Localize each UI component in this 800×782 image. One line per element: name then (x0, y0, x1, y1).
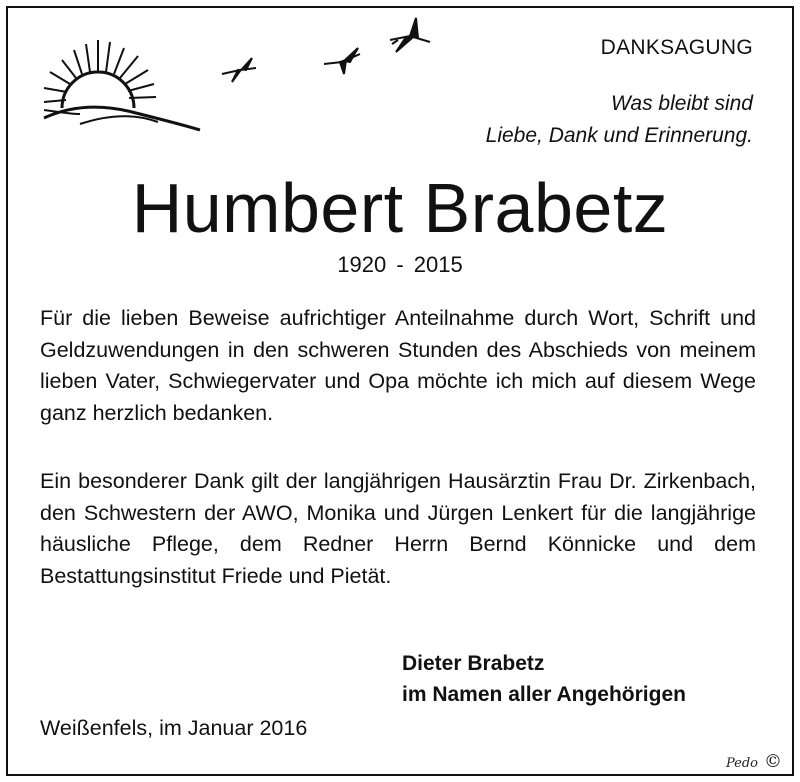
notice-heading: DANKSAGUNG (600, 36, 753, 59)
sunrise-over-hills-icon (44, 40, 200, 130)
motto-quote (486, 88, 753, 152)
thanks-paragraph-1: Für die lieben Beweise aufrichtiger Anteilnahme durch Wort, Schrift und Geldzuwendungen in den schweren Stunden des Abschieds von meinem lieben Vater, Schwiegervater und Opa möchte ich mich auf diesem Wege ganz herzlich bedanken. (40, 306, 756, 425)
place-and-date: Weißenfels, im Januar 2016 (40, 716, 308, 740)
deceased-name: Humbert Brabetz (131, 169, 669, 247)
sunrise-illustration (40, 14, 460, 134)
signer-note: im Namen aller Angehörigen (402, 683, 686, 706)
credit-signature: Pedo (725, 756, 758, 771)
designer-credit (726, 751, 782, 772)
flying-crane-icon (222, 18, 430, 82)
motto-line-2: Liebe, Dank und Erinnerung. (485, 124, 753, 147)
thanks-paragraph-2: Ein besonderer Dank gilt der langjährigen Hausärztin Frau Dr. Zirkenbach, den Schwestern der AWO, Monika und Jürgen Lenkert für die langjährige häusliche Pflege, dem Redner Herrn Bernd Könnicke und dem Bestattungsinstitut Friede und Pietät. (40, 469, 756, 588)
signer-name: Dieter Brabetz (402, 652, 545, 675)
signature-block (402, 648, 686, 710)
copyright-icon: © (764, 751, 782, 772)
motto-line-1: Was bleibt sind (610, 92, 753, 115)
life-dates: 1920 - 2015 (337, 252, 463, 277)
